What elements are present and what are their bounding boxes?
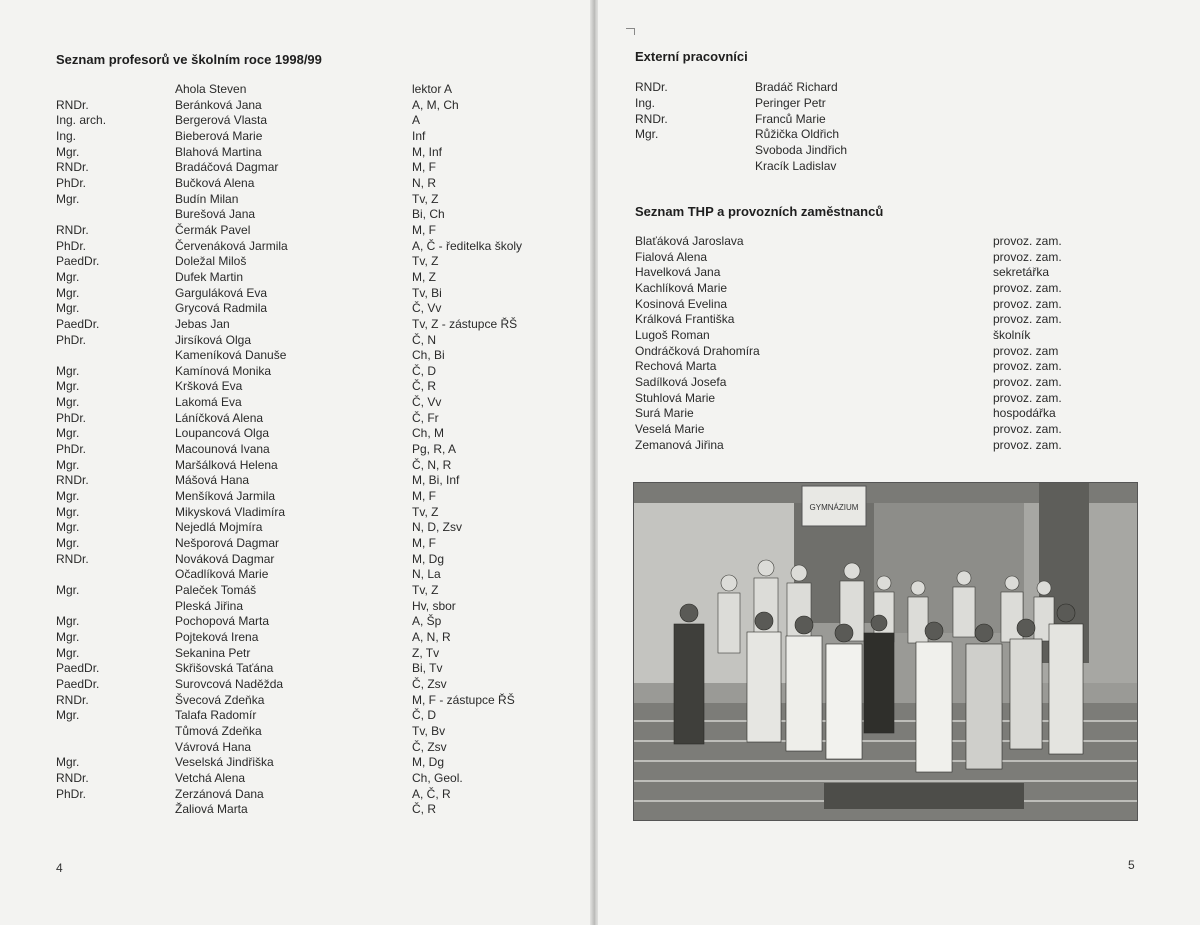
professor-title: Mgr. <box>56 629 80 644</box>
group-photo <box>633 482 1138 821</box>
professor-row <box>56 207 576 223</box>
professor-row <box>56 630 576 646</box>
professor-name: Švecová Zdeňka <box>175 692 265 707</box>
professor-title: PaedDr. <box>56 316 100 331</box>
staff-row <box>635 359 1135 375</box>
professor-row <box>56 708 576 724</box>
professor-row <box>56 787 576 803</box>
staff-row <box>635 234 1135 250</box>
professor-subjects: Tv, Bi <box>412 285 442 300</box>
professor-name: Nováková Dagmar <box>175 551 275 566</box>
professor-subjects: A, Č - ředitelka školy <box>412 238 523 253</box>
staff-name: Ondráčková Drahomíra <box>635 343 760 358</box>
professor-name: Bieberová Marie <box>175 128 263 143</box>
professor-row <box>56 599 576 615</box>
professor-name: Kamínová Monika <box>175 363 272 378</box>
external-worker-row <box>635 96 1035 112</box>
professor-row <box>56 458 576 474</box>
professor-row <box>56 176 576 192</box>
professor-title: Mgr. <box>56 457 80 472</box>
staff-role: provoz. zam. <box>993 359 1062 374</box>
professor-title: Ing. <box>56 128 77 143</box>
professor-name: Garguláková Eva <box>175 285 268 300</box>
professor-row <box>56 395 576 411</box>
professor-title: Mgr. <box>56 191 80 206</box>
professor-subjects: Pg, R, A <box>412 442 457 457</box>
professor-subjects: N, D, Zsv <box>412 520 462 535</box>
professor-title: Mgr. <box>56 708 80 723</box>
professor-subjects: Bi, Ch <box>412 207 445 222</box>
external-workers-heading: Externí pracovníci <box>635 49 748 64</box>
professor-row <box>56 505 576 521</box>
professor-title: Mgr. <box>56 363 80 378</box>
professor-name: Bučková Alena <box>175 175 255 190</box>
professor-subjects: Č, R <box>412 802 436 817</box>
professor-subjects: Ch, Geol. <box>412 770 463 785</box>
professor-name: Talafa Radomír <box>175 708 257 723</box>
professor-title: RNDr. <box>56 770 89 785</box>
professor-name: Budín Milan <box>175 191 239 206</box>
staff-role: školník <box>993 327 1031 342</box>
professor-row <box>56 473 576 489</box>
professor-title: Mgr. <box>56 489 80 504</box>
group-photo-image <box>634 483 1137 820</box>
professor-name: Bradáčová Dagmar <box>175 160 279 175</box>
professor-row <box>56 301 576 317</box>
professor-row <box>56 286 576 302</box>
professor-name: Mikysková Vladimíra <box>175 504 286 519</box>
staff-role: provoz. zam. <box>993 421 1062 436</box>
professor-row <box>56 254 576 270</box>
external-worker-row <box>635 159 1035 175</box>
staff-name: Zemanová Jiřina <box>635 437 724 452</box>
external-name: Bradáč Richard <box>755 80 838 94</box>
professor-title: RNDr. <box>56 97 89 112</box>
professor-title: Mgr. <box>56 269 80 284</box>
professor-name: Blahová Martina <box>175 144 262 159</box>
professor-name: Loupancová Olga <box>175 426 270 441</box>
professor-name: Doležal Miloš <box>175 254 247 269</box>
external-workers-list <box>635 80 1035 175</box>
professor-row <box>56 614 576 630</box>
professor-name: Vávrová Hana <box>175 739 252 754</box>
professor-row <box>56 113 576 129</box>
professor-row <box>56 192 576 208</box>
professor-subjects: M, Bi, Inf <box>412 473 460 488</box>
professor-row <box>56 82 576 98</box>
staff-name: Lugoš Roman <box>635 327 710 342</box>
staff-role: hospodářka <box>993 406 1056 421</box>
professor-title: PaedDr. <box>56 676 100 691</box>
staff-role: provoz. zam. <box>993 374 1062 389</box>
professor-row <box>56 129 576 145</box>
scan-mark <box>626 28 635 35</box>
professor-name: Menšíková Jarmila <box>175 489 276 504</box>
professor-title: PaedDr. <box>56 661 100 676</box>
professor-row <box>56 536 576 552</box>
professor-title: Mgr. <box>56 395 80 410</box>
professor-subjects: Bi, Tv <box>412 661 443 676</box>
professor-name: Dufek Martin <box>175 269 244 284</box>
professor-name: Nejedlá Mojmíra <box>175 520 263 535</box>
professor-name: Zerzánová Dana <box>175 786 264 801</box>
professor-name: Sekanina Petr <box>175 645 251 660</box>
staff-row <box>635 391 1135 407</box>
page-number-left: 4 <box>56 861 63 875</box>
staff-name: Sadílková Josefa <box>635 374 727 389</box>
professor-row <box>56 411 576 427</box>
professor-row <box>56 317 576 333</box>
external-worker-row <box>635 127 1035 143</box>
professor-row <box>56 98 576 114</box>
staff-name: Havelková Jana <box>635 265 721 280</box>
professor-row <box>56 552 576 568</box>
staff-list <box>635 234 1135 453</box>
professor-name: Veselská Jindřiška <box>175 755 274 770</box>
professor-name: Macounová Ivana <box>175 442 270 457</box>
external-name: Franců Marie <box>755 111 826 126</box>
professor-row <box>56 771 576 787</box>
staff-name: Stuhlová Marie <box>635 390 716 405</box>
professor-subjects: Č, Fr <box>412 410 439 425</box>
professor-row <box>56 379 576 395</box>
professor-subjects: Inf <box>412 128 426 143</box>
professor-name: Burešová Jana <box>175 207 256 222</box>
professor-title: Mgr. <box>56 144 80 159</box>
staff-row <box>635 344 1135 360</box>
external-name: Růžička Oldřich <box>755 127 840 142</box>
staff-role: provoz. zam. <box>993 312 1062 327</box>
staff-row <box>635 422 1135 438</box>
professor-row <box>56 364 576 380</box>
professor-name: Skřišovská Taťána <box>175 661 274 676</box>
professor-subjects: Z, Tv <box>412 645 440 660</box>
professor-row <box>56 520 576 536</box>
professor-title: PhDr. <box>56 238 87 253</box>
professor-name: Mášová Hana <box>175 473 250 488</box>
professor-title: Mgr. <box>56 520 80 535</box>
professor-title: Mgr. <box>56 504 80 519</box>
professor-title: Mgr. <box>56 614 80 629</box>
staff-name: Králková Františka <box>635 312 735 327</box>
professor-name: Nešporová Dagmar <box>175 536 280 551</box>
professor-row <box>56 348 576 364</box>
professor-row <box>56 740 576 756</box>
professors-heading: Seznam profesorů ve školním roce 1998/99 <box>56 52 322 67</box>
professor-subjects: Tv, Bv <box>412 723 446 738</box>
professor-name: Lakomá Eva <box>175 395 242 410</box>
staff-role: provoz. zam. <box>993 296 1062 311</box>
professor-name: Grycová Radmila <box>175 301 268 316</box>
professor-row <box>56 646 576 662</box>
professor-name: Kameníková Danuše <box>175 348 287 363</box>
professor-name: Bergerová Vlasta <box>175 113 268 128</box>
professor-subjects: Tv, Z <box>412 191 439 206</box>
professor-subjects: Č, N, R <box>412 457 452 472</box>
external-title: RNDr. <box>635 80 668 94</box>
professor-name: Jirsíková Olga <box>175 332 252 347</box>
external-worker-row <box>635 112 1035 128</box>
professor-title: Mgr. <box>56 583 80 597</box>
professor-name: Maršálková Helena <box>175 457 278 472</box>
professor-subjects: M, Inf <box>412 144 443 159</box>
professor-name: Očadlíková Marie <box>175 567 269 582</box>
professor-title: PhDr. <box>56 175 87 190</box>
professor-row <box>56 724 576 740</box>
professor-subjects: M, F <box>412 536 436 551</box>
staff-row <box>635 297 1135 313</box>
professor-name: Paleček Tomáš <box>175 583 257 597</box>
professor-row <box>56 442 576 458</box>
professor-title: Ing. arch. <box>56 113 107 128</box>
professor-title: RNDr. <box>56 692 89 707</box>
staff-name: Kachlíková Marie <box>635 280 728 295</box>
professor-subjects: lektor A <box>412 82 453 96</box>
staff-name: Veselá Marie <box>635 421 705 436</box>
professor-subjects: Č, R <box>412 379 436 394</box>
professor-name: Vetchá Alena <box>175 770 246 785</box>
professor-title: PhDr. <box>56 332 87 347</box>
professor-name: Žaliová Marta <box>175 802 248 817</box>
professor-subjects: M, F <box>412 160 436 175</box>
professor-subjects: M, F <box>412 222 436 237</box>
professor-subjects: Č, Zsv <box>412 676 447 691</box>
staff-role: provoz. zam. <box>993 390 1062 405</box>
professor-name: Pochopová Marta <box>175 614 270 629</box>
professor-name: Jebas Jan <box>175 316 230 331</box>
external-name: Svoboda Jindřich <box>755 143 848 158</box>
professor-subjects: M, F <box>412 489 436 504</box>
professor-subjects: A, M, Ch <box>412 97 459 112</box>
professor-row <box>56 693 576 709</box>
staff-role: provoz. zam <box>993 343 1059 358</box>
professor-subjects: Č, Zsv <box>412 739 447 754</box>
professor-title: Mgr. <box>56 379 80 394</box>
professor-name: Pojteková Irena <box>175 629 259 644</box>
page-number-right: 5 <box>1128 858 1135 872</box>
staff-name: Kosinová Evelina <box>635 296 728 311</box>
professor-subjects: Tv, Z <box>412 583 439 597</box>
staff-row <box>635 375 1135 391</box>
professor-name: Tůmová Zdeňka <box>175 723 262 738</box>
professor-row <box>56 489 576 505</box>
professor-title: PhDr. <box>56 442 87 457</box>
external-title: Mgr. <box>635 127 659 142</box>
professor-row <box>56 160 576 176</box>
professor-subjects: Tv, Z <box>412 254 439 269</box>
professor-title: RNDr. <box>56 551 89 566</box>
professor-subjects: Č, D <box>412 708 436 723</box>
professor-name: Pleská Jiřina <box>175 598 244 613</box>
professor-subjects: Tv, Z <box>412 504 439 519</box>
professor-subjects: Č, N <box>412 332 436 347</box>
professor-subjects: A, Šp <box>412 614 442 629</box>
external-name: Kracík Ladislav <box>755 158 837 173</box>
professor-subjects: Č, D <box>412 363 436 378</box>
professor-title: RNDr. <box>56 222 89 237</box>
professor-subjects: A, N, R <box>412 629 451 644</box>
professor-subjects: N, La <box>412 567 441 582</box>
professor-subjects: Hv, sbor <box>412 598 456 613</box>
professor-title: Mgr. <box>56 426 80 441</box>
professor-title: Mgr. <box>56 755 80 770</box>
professor-title: Mgr. <box>56 301 80 316</box>
professor-row <box>56 677 576 693</box>
professor-row <box>56 333 576 349</box>
staff-role: sekretářka <box>993 265 1050 280</box>
external-title: Ing. <box>635 95 656 110</box>
professor-subjects: Tv, Z - zástupce ŘŠ <box>412 316 518 331</box>
professor-subjects: Ch, Bi <box>412 348 445 363</box>
professor-title: PaedDr. <box>56 254 100 269</box>
professor-row <box>56 755 576 771</box>
staff-role: provoz. zam. <box>993 280 1062 295</box>
professor-title: RNDr. <box>56 160 89 175</box>
professor-subjects: M, Dg <box>412 755 445 770</box>
professor-title: Mgr. <box>56 536 80 551</box>
professor-row <box>56 145 576 161</box>
staff-row <box>635 328 1135 344</box>
staff-row <box>635 281 1135 297</box>
staff-row <box>635 265 1135 281</box>
professor-subjects: Č, Vv <box>412 301 442 316</box>
staff-role: provoz. zam. <box>993 437 1062 452</box>
professor-name: Kršková Eva <box>175 379 243 394</box>
professor-title: PhDr. <box>56 786 87 801</box>
staff-name: Rechová Marta <box>635 359 717 374</box>
external-worker-row <box>635 143 1035 159</box>
professor-title: Mgr. <box>56 645 80 660</box>
professor-row <box>56 802 576 818</box>
external-worker-row <box>635 80 1035 96</box>
professor-subjects: M, Dg <box>412 551 445 566</box>
professor-title: PhDr. <box>56 410 87 425</box>
staff-name: Blaťáková Jaroslava <box>635 234 744 248</box>
professor-subjects: N, R <box>412 175 436 190</box>
professor-subjects: M, F - zástupce ŘŠ <box>412 692 515 707</box>
professor-row <box>56 661 576 677</box>
left-page <box>0 0 592 925</box>
professor-title: Mgr. <box>56 285 80 300</box>
professor-subjects: M, Z <box>412 269 436 284</box>
professor-name: Láníčková Alena <box>175 410 264 425</box>
professor-row <box>56 270 576 286</box>
professor-row <box>56 239 576 255</box>
professor-subjects: A, Č, R <box>412 786 451 801</box>
staff-row <box>635 250 1135 266</box>
staff-row <box>635 438 1135 454</box>
professor-name: Ahola Steven <box>175 82 247 96</box>
staff-role: provoz. zam. <box>993 234 1062 248</box>
professor-subjects: Ch, M <box>412 426 445 441</box>
professor-name: Červenáková Jarmila <box>175 238 288 253</box>
staff-name: Surá Marie <box>635 406 694 421</box>
professor-name: Čermák Pavel <box>175 222 251 237</box>
professors-list <box>56 82 576 818</box>
professor-title: RNDr. <box>56 473 89 488</box>
professor-row <box>56 426 576 442</box>
staff-role: provoz. zam. <box>993 249 1062 264</box>
professor-subjects: A <box>412 113 421 128</box>
professor-row <box>56 567 576 583</box>
professor-row <box>56 583 576 599</box>
staff-row <box>635 312 1135 328</box>
staff-heading: Seznam THP a provozních zaměstnanců <box>635 204 884 219</box>
external-title: RNDr. <box>635 111 668 126</box>
professor-row <box>56 223 576 239</box>
professor-name: Beránková Jana <box>175 97 262 112</box>
professor-subjects: Č, Vv <box>412 395 442 410</box>
professor-name: Surovcová Naděžda <box>175 676 284 691</box>
staff-row <box>635 406 1135 422</box>
external-name: Peringer Petr <box>755 95 826 110</box>
staff-name: Fialová Alena <box>635 249 708 264</box>
photo-sign-text: GYMNÁZIUM <box>809 503 859 512</box>
